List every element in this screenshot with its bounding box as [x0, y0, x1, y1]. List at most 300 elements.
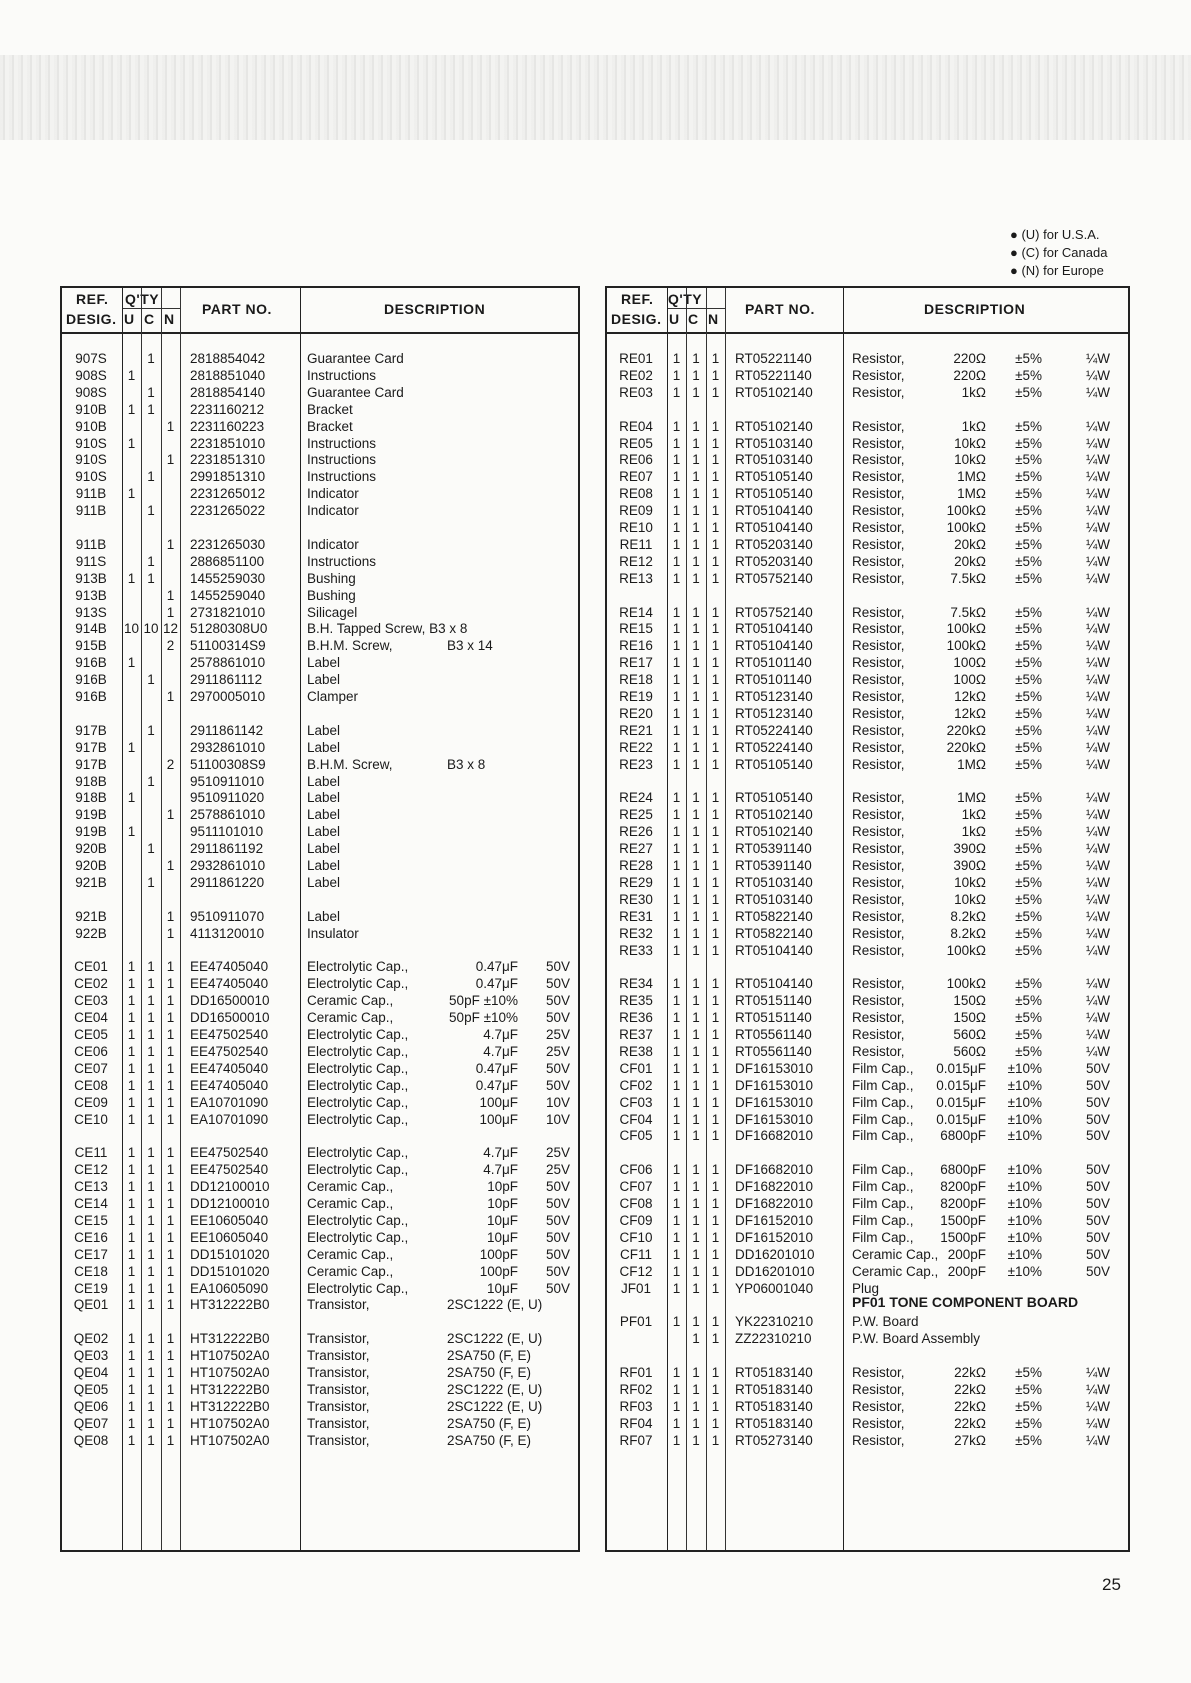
part-number: RT05103140 [735, 891, 813, 907]
qty-u: 1 [672, 1027, 681, 1042]
table-row [607, 1246, 1128, 1264]
qty-u: 1 [672, 1196, 681, 1211]
description: Instructions [307, 553, 377, 569]
description: Clamper [307, 689, 359, 704]
part-number: RT05102140 [735, 418, 813, 434]
header-part-no: PART NO. [202, 301, 272, 317]
qty-u: 1 [672, 874, 681, 890]
tolerance: ±5% [1015, 1010, 1042, 1026]
qty-n: 1 [711, 790, 720, 806]
description: Resistor, [852, 418, 905, 434]
spec-value: 1MΩ [957, 790, 986, 806]
table-row [607, 451, 1128, 469]
part-number: 2231851310 [190, 452, 266, 468]
rating: ¼W [1085, 418, 1110, 434]
description: Ceramic Cap., [307, 1010, 394, 1026]
spec-value: 0.015μF [936, 1094, 986, 1110]
spec-value: 220kΩ [946, 722, 986, 738]
description: Electrolytic Cap., [307, 959, 409, 975]
table-row [607, 637, 1128, 655]
tolerance: ±5% [1015, 790, 1042, 806]
part-number: RT05101140 [735, 655, 812, 671]
voltage: 25V [545, 1162, 570, 1178]
part-number: RT05561140 [735, 1027, 812, 1042]
description: Electrolytic Cap., [307, 1060, 409, 1076]
qty-n: 1 [166, 1348, 175, 1364]
qty-n: 1 [166, 1432, 175, 1448]
voltage: 50V [545, 1010, 570, 1026]
header-c: C [688, 311, 699, 327]
part-number: DF16682010 [735, 1128, 814, 1144]
description: Ceramic Cap., [307, 1246, 394, 1262]
qty-c: 1 [692, 469, 700, 485]
tolerance: ±5% [1015, 520, 1042, 535]
description: Electrolytic Cap., [307, 1162, 409, 1178]
qty-u: 1 [127, 1010, 136, 1026]
qty-c: 1 [147, 841, 155, 857]
spec-value: 0.015μF [936, 1077, 986, 1093]
part-number: RT05103140 [735, 435, 813, 451]
rating: 50V [1085, 1246, 1110, 1262]
tolerance: ±5% [1015, 469, 1042, 485]
table-row [62, 620, 578, 638]
description: Instructions [307, 435, 377, 451]
spec-value: 22kΩ [954, 1365, 986, 1380]
qty-c: 1 [692, 655, 700, 671]
description: Resistor, [852, 993, 905, 1009]
qty-n: 1 [711, 520, 720, 535]
spec-value: 1MΩ [957, 469, 986, 485]
ref-desig: RE16 [619, 638, 653, 654]
description: Ceramic Cap., [852, 1263, 939, 1279]
description: Resistor, [852, 452, 905, 468]
part-number: RT05103140 [735, 452, 813, 468]
qty-u: 1 [127, 1145, 136, 1161]
rating: ¼W [1085, 807, 1110, 823]
description: Resistor, [852, 908, 905, 924]
table-row [607, 502, 1128, 520]
spec-value: 10kΩ [954, 891, 986, 907]
spec-value: 0.015μF [936, 1060, 986, 1076]
header-description: DESCRIPTION [924, 301, 1026, 317]
qty-u: 1 [672, 689, 681, 704]
ref-desig: CF05 [619, 1128, 653, 1144]
tolerance: ±5% [1015, 553, 1042, 569]
ref-desig: RE30 [619, 891, 653, 907]
qty-u: 1 [672, 756, 681, 772]
qty-n: 1 [711, 976, 720, 992]
description: B.H. Tapped Screw, B3 x 8 [307, 621, 468, 637]
ref-desig: RE15 [619, 621, 653, 637]
qty-c: 1 [692, 638, 700, 654]
tolerance: ±5% [1015, 655, 1042, 671]
qty-n: 1 [166, 1060, 175, 1076]
part-number: DF16682010 [735, 1162, 814, 1178]
spec-value: 12kΩ [954, 689, 986, 704]
description: Bushing [307, 570, 356, 586]
table-row [607, 1381, 1128, 1399]
qty-n: 1 [711, 824, 720, 840]
ref-desig: RE05 [619, 435, 653, 451]
qty-c: 1 [692, 1010, 700, 1026]
description: Film Cap., [852, 1179, 914, 1195]
description: Ceramic Cap., [307, 1179, 394, 1195]
header-n: N [164, 311, 175, 327]
ref-desig: RE27 [619, 841, 653, 857]
table-row [607, 874, 1128, 892]
table-row [62, 637, 578, 655]
description: Resistor, [852, 672, 905, 688]
tolerance: ±5% [1015, 536, 1042, 552]
description: Indicator [307, 486, 359, 502]
qty-c: 1 [147, 1179, 155, 1195]
spec-value: 390Ω [953, 858, 986, 873]
description: Label [307, 722, 341, 738]
description: Resistor, [852, 570, 905, 586]
part-number: HT312222B0 [190, 1398, 270, 1414]
spec-value: 1kΩ [961, 384, 986, 400]
ref-desig: 910S [75, 435, 107, 451]
table-row [62, 908, 578, 926]
part-number: RT05105140 [735, 790, 813, 806]
qty-u: 1 [672, 351, 681, 366]
description: Guarantee Card [307, 384, 404, 400]
rating: ¼W [1085, 621, 1110, 637]
ref-desig: CF11 [619, 1246, 652, 1262]
part-number: 2231160212 [190, 401, 265, 417]
ref-desig: CE04 [74, 1010, 108, 1026]
ref-desig: CE05 [74, 1027, 108, 1042]
part-number: 2818851040 [190, 367, 266, 383]
ref-desig: RE31 [619, 908, 653, 924]
part-number: 51280308U0 [190, 621, 268, 637]
qty-c: 1 [692, 1280, 700, 1296]
ref-desig: 920B [75, 841, 107, 857]
spec-value: 7.5kΩ [950, 570, 986, 586]
table-row [62, 350, 578, 368]
table-row [607, 1330, 1128, 1348]
description: Resistor, [852, 655, 905, 671]
table-row [607, 654, 1128, 672]
qty-n: 1 [711, 858, 720, 873]
tolerance: ±10% [1007, 1111, 1042, 1127]
tolerance: ±5% [1015, 367, 1042, 383]
part-number: RT05221140 [735, 367, 812, 383]
qty-n: 1 [166, 807, 175, 823]
qty-n: 1 [166, 858, 175, 873]
description: Resistor, [852, 1432, 905, 1448]
qty-n: 1 [711, 993, 720, 1009]
qty-c: 1 [692, 1060, 700, 1076]
qty-c: 1 [692, 452, 700, 468]
qty-c: 1 [692, 976, 700, 992]
description: Label [307, 824, 341, 840]
part-number: 1455259040 [190, 587, 266, 603]
spec-value: 10pF [487, 1179, 518, 1195]
spec-value: 200pF [947, 1263, 986, 1279]
qty-c: 1 [147, 1246, 155, 1262]
spec-value: 100kΩ [946, 621, 986, 637]
qty-n: 1 [166, 976, 175, 992]
spec-value: 8200pF [940, 1179, 986, 1195]
part-number: HT312222B0 [190, 1331, 270, 1347]
ref-desig: 911B [75, 536, 107, 552]
description: Ceramic Cap., [852, 1246, 939, 1262]
spec-value: 10pF [487, 1196, 518, 1211]
qty-n: 1 [711, 672, 720, 688]
qty-u: 1 [672, 520, 681, 535]
spec-value: 0.47μF [475, 1060, 518, 1076]
qty-c: 1 [147, 553, 155, 569]
part-number: DF16152010 [735, 1229, 814, 1245]
description: Bushing [307, 587, 356, 603]
tolerance: ±5% [1015, 925, 1042, 941]
qty-c: 1 [692, 553, 700, 569]
qty-c: 1 [692, 1179, 700, 1195]
tolerance: ±5% [1015, 503, 1042, 519]
table-row [607, 553, 1128, 571]
description: Label [307, 807, 341, 823]
ref-desig: RE36 [619, 1010, 653, 1026]
ref-desig: CE17 [74, 1246, 108, 1262]
qty-u: 1 [127, 1027, 136, 1042]
qty-u: 1 [672, 976, 681, 992]
voltage: 50V [545, 993, 570, 1009]
tolerance: ±5% [1015, 570, 1042, 586]
table-row [607, 1077, 1128, 1095]
ref-desig: RE37 [619, 1027, 653, 1042]
table-row [62, 1060, 578, 1078]
table-row [607, 1313, 1128, 1331]
part-number: DF16822010 [735, 1196, 814, 1211]
qty-u: 1 [127, 790, 136, 806]
table-row [62, 1296, 578, 1314]
rating: ¼W [1085, 1398, 1110, 1414]
part-number: RT05822140 [735, 908, 813, 924]
rating: ¼W [1085, 1365, 1110, 1380]
qty-c: 1 [147, 1060, 155, 1076]
part-number: DD16500010 [190, 1010, 270, 1026]
part-number: RT05822140 [735, 925, 813, 941]
part-number: 1455259030 [190, 570, 266, 586]
spec-value: 6800pF [940, 1162, 986, 1178]
table-row [607, 671, 1128, 689]
table-row [62, 384, 578, 402]
table-row [607, 908, 1128, 926]
description: Film Cap., [852, 1162, 914, 1178]
table-row [607, 1229, 1128, 1247]
qty-n: 1 [166, 1010, 175, 1026]
ref-desig: CE19 [74, 1280, 108, 1296]
legend-europe: ● (N) for Europe [1010, 263, 1104, 278]
part-number: EE47502540 [190, 1043, 269, 1059]
qty-c: 1 [692, 705, 700, 721]
qty-c: 1 [147, 1297, 155, 1313]
ref-desig: CE12 [74, 1162, 108, 1178]
spec-value: 100kΩ [946, 503, 986, 519]
description: Resistor, [852, 858, 905, 873]
ref-desig: RE29 [619, 874, 653, 890]
description: Resistor, [852, 520, 905, 535]
description: Film Cap., [852, 1196, 914, 1211]
part-number: RT05203140 [735, 536, 813, 552]
tolerance: ±5% [1015, 908, 1042, 924]
ref-desig: 919B [75, 824, 107, 840]
part-number: RT05104140 [735, 942, 813, 958]
rating: 50V [1085, 1094, 1110, 1110]
spec-value: 0.015μF [936, 1111, 986, 1127]
ref-desig: RE14 [619, 604, 653, 620]
rating: ¼W [1085, 824, 1110, 840]
qty-c: 1 [147, 1331, 155, 1347]
part-number: 9510911010 [190, 773, 265, 789]
qty-c: 1 [147, 722, 155, 738]
qty-c: 1 [147, 1162, 155, 1178]
rating: ¼W [1085, 1043, 1110, 1059]
qty-u: 1 [672, 621, 681, 637]
qty-u: 1 [672, 1111, 681, 1127]
table-row [607, 519, 1128, 537]
qty-u: 1 [127, 1094, 136, 1110]
part-number: EE47405040 [190, 1060, 269, 1076]
rating: ¼W [1085, 705, 1110, 721]
rating: 50V [1085, 1111, 1110, 1127]
table-row [62, 1178, 578, 1196]
qty-c: 1 [692, 1196, 700, 1211]
qty-n: 1 [166, 1111, 175, 1127]
ref-desig: 916B [75, 672, 107, 688]
qty-c: 1 [692, 367, 700, 383]
description: Resistor, [852, 790, 905, 806]
qty-n: 1 [711, 655, 720, 671]
description: Instructions [307, 452, 377, 468]
voltage: 50V [545, 1280, 570, 1296]
qty-c: 1 [692, 908, 700, 924]
tolerance: ±10% [1007, 1196, 1042, 1211]
description: Film Cap., [852, 1229, 914, 1245]
spec-value: 100kΩ [946, 942, 986, 958]
ref-desig: 918B [75, 790, 107, 806]
qty-u: 1 [127, 570, 136, 586]
qty-n: 1 [711, 1331, 720, 1347]
qty-u: 1 [672, 1179, 681, 1195]
description: Resistor, [852, 1415, 905, 1431]
qty-u: 1 [672, 1043, 681, 1059]
ref-desig: JF01 [620, 1280, 651, 1296]
part-number: RT05102140 [735, 807, 813, 823]
table-row [607, 367, 1128, 385]
qty-c: 1 [147, 1398, 155, 1414]
qty-n: 1 [711, 1365, 720, 1380]
qty-n: 1 [166, 1077, 175, 1093]
voltage: 50V [545, 959, 570, 975]
qty-c: 1 [692, 824, 700, 840]
spec-value: 100μF [479, 1094, 518, 1110]
ref-desig: 907S [75, 351, 107, 366]
qty-n: 1 [166, 959, 175, 975]
qty-u: 1 [672, 655, 681, 671]
qty-c: 1 [147, 874, 155, 890]
spec-value: 150Ω [953, 993, 986, 1009]
scan-header-band [0, 55, 1191, 140]
ref-desig: RF04 [619, 1415, 653, 1431]
part-number: 2578861010 [190, 807, 266, 823]
spec-value: B3 x 14 [447, 638, 493, 654]
tolerance: ±5% [1015, 1365, 1042, 1380]
description: Label [307, 672, 341, 688]
description: Film Cap., [852, 1212, 914, 1228]
qty-u: 1 [672, 824, 681, 840]
table-row [607, 1026, 1128, 1044]
rating: ¼W [1085, 435, 1110, 451]
ref-desig: 915B [75, 638, 107, 654]
description: Guarantee Card [307, 351, 404, 366]
qty-u: 1 [127, 1297, 136, 1313]
part-number: HT107502A0 [190, 1415, 270, 1431]
description: Bracket [307, 418, 353, 434]
ref-desig: 914B [75, 621, 107, 637]
ref-desig: RF07 [619, 1432, 653, 1448]
qty-u: 1 [127, 959, 136, 975]
part-number: EA10605090 [190, 1280, 269, 1296]
ref-desig: RE10 [619, 520, 653, 535]
qty-n: 1 [711, 1162, 720, 1178]
ref-desig: 918B [75, 773, 107, 789]
spec-value: 10kΩ [954, 452, 986, 468]
ref-desig: RE17 [619, 655, 653, 671]
part-number: RT05104140 [735, 503, 813, 519]
spec-value: 2SA750 (F, E) [447, 1415, 532, 1431]
table-row [62, 654, 578, 672]
qty-n: 1 [166, 1229, 175, 1245]
table-row [607, 1364, 1128, 1382]
ref-desig: 911S [75, 553, 107, 569]
tolerance: ±10% [1007, 1179, 1042, 1195]
table-row [62, 1144, 578, 1162]
qty-n: 1 [711, 384, 720, 400]
table-row [62, 756, 578, 774]
qty-u: 1 [127, 1196, 136, 1211]
table-row [62, 1026, 578, 1044]
tolerance: ±10% [1007, 1128, 1042, 1144]
qty-c: 1 [692, 874, 700, 890]
qty-n: 1 [166, 1398, 175, 1414]
table-row [62, 823, 578, 841]
qty-u: 1 [672, 993, 681, 1009]
qty-c: 1 [692, 1162, 700, 1178]
table-row [62, 671, 578, 689]
part-number: 2911861192 [190, 841, 264, 857]
qty-n: 1 [711, 689, 720, 704]
description: Resistor, [852, 351, 905, 366]
ref-desig: CE13 [74, 1179, 108, 1195]
spec-value: 12kΩ [954, 705, 986, 721]
header-description: DESCRIPTION [384, 301, 486, 317]
description: Label [307, 908, 341, 924]
rating: 50V [1085, 1077, 1110, 1093]
description: Resistor, [852, 874, 905, 890]
table-row [62, 502, 578, 520]
qty-n: 1 [711, 1246, 720, 1262]
qty-u: 1 [127, 976, 136, 992]
part-number: 2578861010 [190, 655, 266, 671]
qty-n: 1 [711, 1027, 720, 1042]
tolerance: ±10% [1007, 1077, 1042, 1093]
qty-u: 1 [672, 1415, 681, 1431]
part-number: YP06001040 [735, 1280, 814, 1296]
voltage: 50V [545, 1077, 570, 1093]
qty-u: 1 [672, 1094, 681, 1110]
